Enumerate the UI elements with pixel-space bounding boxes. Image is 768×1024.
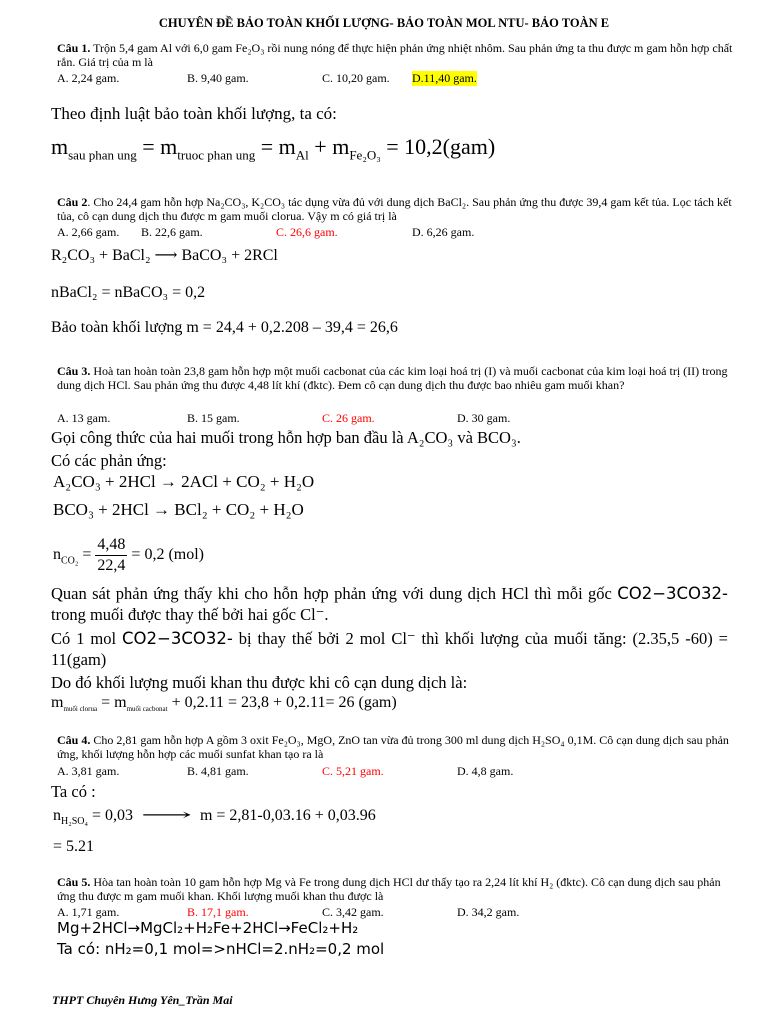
eq-term: m — [51, 134, 69, 159]
question-5-label: Câu 5. — [57, 875, 91, 889]
eq-term: + 0,2.11 = 23,8 + 0,2.11= 26 (gam) — [167, 694, 397, 711]
question-5-text: Hòa tan hoàn toàn 10 gam hỗn hợp Mg và Fe trong dung dịch HCl dư thấy tạo ra 2,24 lít khí H₂ (đktc). Cô cạn dung dịch sau phản ứng thu được m gam muối khan. Khối lượng muối khan thu được là — [57, 875, 721, 903]
question-1-text: Trộn 5,4 gam Al với 6,0 gam Fe₂O₃ rồi nung nóng để thực hiện phản ứng nhiệt nhôm. Sau phản ứng ta thu được m gam hỗn hợp chất rắn. Giá trị của m là — [57, 41, 733, 69]
eq-sub: sau phan ung — [68, 147, 137, 163]
q5-solution-reactions: Mg+2HCl→MgCl₂+H₂Fe+2HCl→FeCl₂+H₂ — [57, 919, 359, 937]
q2-option-d: D. 6,26 gam. — [412, 225, 475, 239]
eq-term: = 0,2 (mol) — [127, 546, 204, 564]
eq-sub: muối cacbonat — [126, 705, 168, 714]
question-4 — [57, 733, 737, 761]
q5-option-a: A. 1,71 gam. — [57, 905, 120, 919]
eq-sub: Fe₂O₃ — [349, 147, 381, 163]
page-footer: THPT Chuyên Hưng Yên_Trần Mai — [52, 993, 233, 1007]
q1-option-d: D.11,40 gam. — [412, 71, 477, 85]
q5-option-c: C. 3,42 gam. — [322, 905, 384, 919]
question-3-label: Câu 3. — [57, 364, 91, 378]
paragraph-text: Quan sát phản ứng thấy khi cho hỗn hợp phản ứng với dung dịch HCl thì mỗi gốc — [51, 584, 618, 603]
eq-term: m — [51, 694, 64, 711]
eq-sub: Al — [295, 147, 309, 163]
question-2 — [57, 195, 737, 223]
q4-solution-intro: Ta có : — [51, 782, 96, 801]
question-1-options — [57, 71, 737, 85]
question-3-text: Hoà tan hoàn toàn 23,8 gam hỗn hợp một muối cacbonat của các kim loại hoá trị (I) và muối cacbonat của kim loại hoá trị (II) trong dung dịch HCl. Sau phản ứng thu được 4,48 lít khí (đktc). Đem cô cạn dung dịch thu được bao nhiêu gam muối khan? — [57, 364, 728, 392]
q3-paragraph-1 — [51, 583, 728, 625]
carbonate-ion: CO2−3CO32- — [617, 584, 728, 603]
question-5 — [57, 875, 737, 903]
q3-reaction-1: A₂CO₃ + 2HCl → 2ACl + CO₂ + H₂O — [53, 472, 315, 491]
fraction-denominator: 22,4 — [97, 557, 126, 574]
eq-term: m = 2,81-0,03.16 + 0,03.96 — [195, 807, 376, 824]
document-title: CHUYÊN ĐỀ BẢO TOÀN KHỐI LƯỢNG- BẢO TOÀN MOL NTU- BẢO TOÀN E — [158, 16, 610, 30]
carbonate-ion: CO2−3CO32- — [122, 629, 233, 648]
eq-term: = m — [255, 134, 296, 159]
paragraph-text: bị thay thế bởi 2 mol Cl⁻ thì khối lượng của muối tăng: (2.35,5 -60) = 11(gam) — [51, 629, 728, 669]
q2-solution-reaction: R₂CO₃ + BaCl₂ ⟶ BaCO₃ + 2RCl — [51, 247, 278, 264]
eq-term: + m — [308, 134, 350, 159]
q2-option-a: A. 2,66 gam. — [57, 225, 120, 239]
q3-option-b: B. 15 gam. — [187, 411, 240, 425]
q1-option-b: B. 9,40 gam. — [187, 71, 249, 85]
q3-option-a: A. 13 gam. — [57, 411, 111, 425]
question-2-label: Câu 2 — [57, 195, 88, 209]
q3-mol-calculation — [53, 535, 204, 576]
q4-option-c: C. 5,21 gam. — [322, 764, 384, 778]
q5-option-d: D. 34,2 gam. — [457, 905, 520, 919]
q5-solution-mol: Ta có: nH₂=0,1 mol=>nHCl=2.nH₂=0,2 mol — [57, 940, 385, 958]
eq-sub: truoc phan ung — [177, 147, 256, 163]
q3-reaction-2: BCO₃ + 2HCl → BCl₂ + CO₂ + H₂O — [53, 500, 304, 519]
question-3-options — [57, 411, 737, 425]
q5-option-b: B. 17,1 gam. — [187, 905, 249, 919]
eq-term: n — [53, 546, 61, 564]
q4-option-a: A. 3,81 gam. — [57, 764, 120, 778]
q2-option-b: B. 22,6 gam. — [141, 225, 203, 239]
eq-term: = m — [97, 694, 127, 711]
question-3 — [57, 364, 737, 392]
eq-term: = 10,2(gam) — [380, 134, 496, 159]
question-5-options — [57, 905, 737, 919]
q3-solution-formula: Gọi công thức của hai muối trong hỗn hợp ban đầu là A₂CO₃ và BCO₃. — [51, 428, 521, 447]
eq-term: = — [78, 546, 96, 564]
eq-term: = m — [136, 134, 178, 159]
paragraph-text: Có 1 mol — [51, 629, 123, 648]
q1-solution-intro: Theo định luật bảo toàn khối lượng, ta có: — [51, 104, 337, 123]
eq-term: n — [53, 807, 61, 824]
q3-paragraph-3: Do đó khối lượng muối khan thu được khi cô cạn dung dịch là: — [51, 673, 468, 692]
q1-solution-equation — [51, 134, 495, 163]
q4-result: = 5.21 — [53, 838, 95, 855]
arrow-icon: ⟶ — [141, 807, 192, 824]
q4-option-b: B. 4,81 gam. — [187, 764, 249, 778]
q3-option-d: D. 30 gam. — [457, 411, 511, 425]
q2-solution-conservation: Bảo toàn khối lượng m = 24,4 + 0,2.208 – 39,4 = 26,6 — [51, 319, 398, 336]
question-2-options — [57, 225, 737, 239]
eq-sub: H₂SO₄ — [61, 816, 88, 828]
q3-final-calculation — [51, 694, 397, 713]
eq-sub: CO₂ — [61, 555, 79, 567]
question-1-label: Câu 1. — [57, 41, 91, 55]
question-4-text: Cho 2,81 gam hỗn hợp A gồm 3 oxit Fe₂O₃, MgO, ZnO tan vừa đủ trong 300 ml dung dịch H₂SO₄ 0,1M. Cô cạn dung dịch sau phản ứng, khối lượng hỗn hợp các muối sunfat khan tạo ra là — [57, 733, 729, 761]
eq-term: = 0,03 — [87, 807, 138, 824]
question-4-label: Câu 4. — [57, 733, 91, 747]
q1-option-c: C. 10,20 gam. — [322, 71, 390, 85]
fraction-numerator: 4,48 — [95, 535, 127, 556]
q2-option-c: C. 26,6 gam. — [276, 225, 338, 239]
q4-option-d: D. 4,8 gam. — [457, 764, 514, 778]
q3-option-c: C. 26 gam. — [322, 411, 375, 425]
q2-solution-mol: nBaCl₂ = nBaCO₃ = 0,2 — [51, 284, 206, 301]
paragraph-text: trong muối được thay thế bởi hai gốc Cl⁻. — [51, 605, 329, 624]
q3-solution-reactions-label: Có các phản ứng: — [51, 451, 167, 470]
question-1 — [57, 41, 737, 69]
question-4-options — [57, 764, 737, 778]
q3-paragraph-2 — [51, 628, 728, 670]
eq-sub: muối clorua — [63, 705, 98, 714]
q1-option-a: A. 2,24 gam. — [57, 71, 120, 85]
q4-mol-calculation — [53, 805, 376, 827]
fraction — [95, 535, 127, 576]
question-2-text: . Cho 24,4 gam hỗn hợp Na₂CO₃, K₂CO₃ tác dụng vừa đủ với dung dịch BaCl₂. Sau phản ứng thu được 39,4 gam kết tủa. Lọc tách kết tủa, cô cạn dung dịch thu được m gam muối clorua. Vậy m có giá trị là — [57, 195, 732, 223]
